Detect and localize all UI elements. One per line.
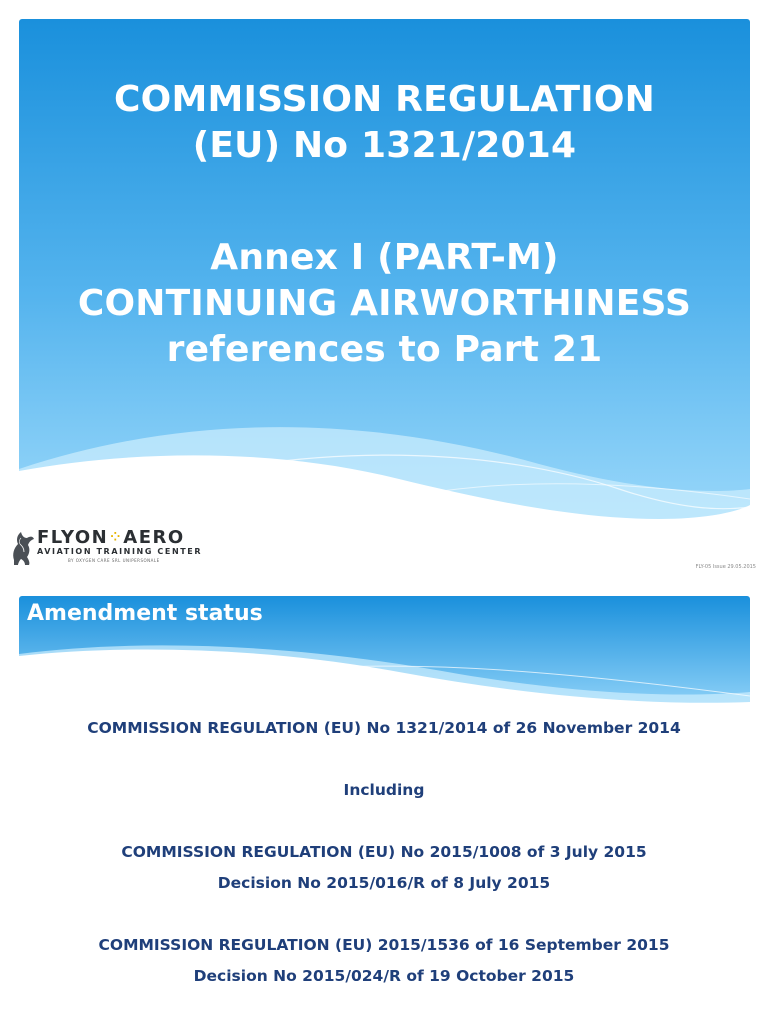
regulation-base: COMMISSION REGULATION (EU) No 1321/2014 of 26 November 2014 [87,719,681,737]
title-line-5: references to Part 21 [166,329,603,370]
title-banner [19,19,750,524]
amendment-banner [19,596,750,708]
title-line-2: (EU) No 1321/2014 [192,125,577,166]
decision-amendment-1: Decision No 2015/016/R of 8 July 2015 [217,874,551,892]
logo-dots-icon: ⁘ [110,530,121,544]
title-line-4: CONTINUING AIRWORTHINESS [77,283,692,324]
logo-tagline: BY OXYGEN CARE SRL UNIPERSONALE [68,558,160,563]
document-code: FLY-05 Issue 29.05.2015 [695,564,756,570]
amendment-heading: Amendment status [27,601,263,626]
title-line-1: COMMISSION REGULATION [114,79,655,120]
including-label: Including [343,781,425,799]
title-line-3: Annex I (PART-M) [210,237,559,278]
logo-name-left: FLYON [37,527,109,548]
regulation-amendment-2: COMMISSION REGULATION (EU) 2015/1536 of 16 September 2015 [98,936,670,954]
slide-title [19,77,750,373]
pegasus-icon [10,526,36,566]
logo-name-right: AERO [123,527,185,548]
decision-amendment-2: Decision No 2015/024/R of 19 October 2015 [193,967,575,985]
regulation-amendment-1: COMMISSION REGULATION (EU) No 2015/1008 of 3 July 2015 [121,843,647,861]
amendment-list [0,713,768,992]
amendment-slide [0,585,768,1024]
logo-subtitle: AVIATION TRAINING CENTER [37,547,203,556]
flyon-aero-logo [10,526,210,568]
